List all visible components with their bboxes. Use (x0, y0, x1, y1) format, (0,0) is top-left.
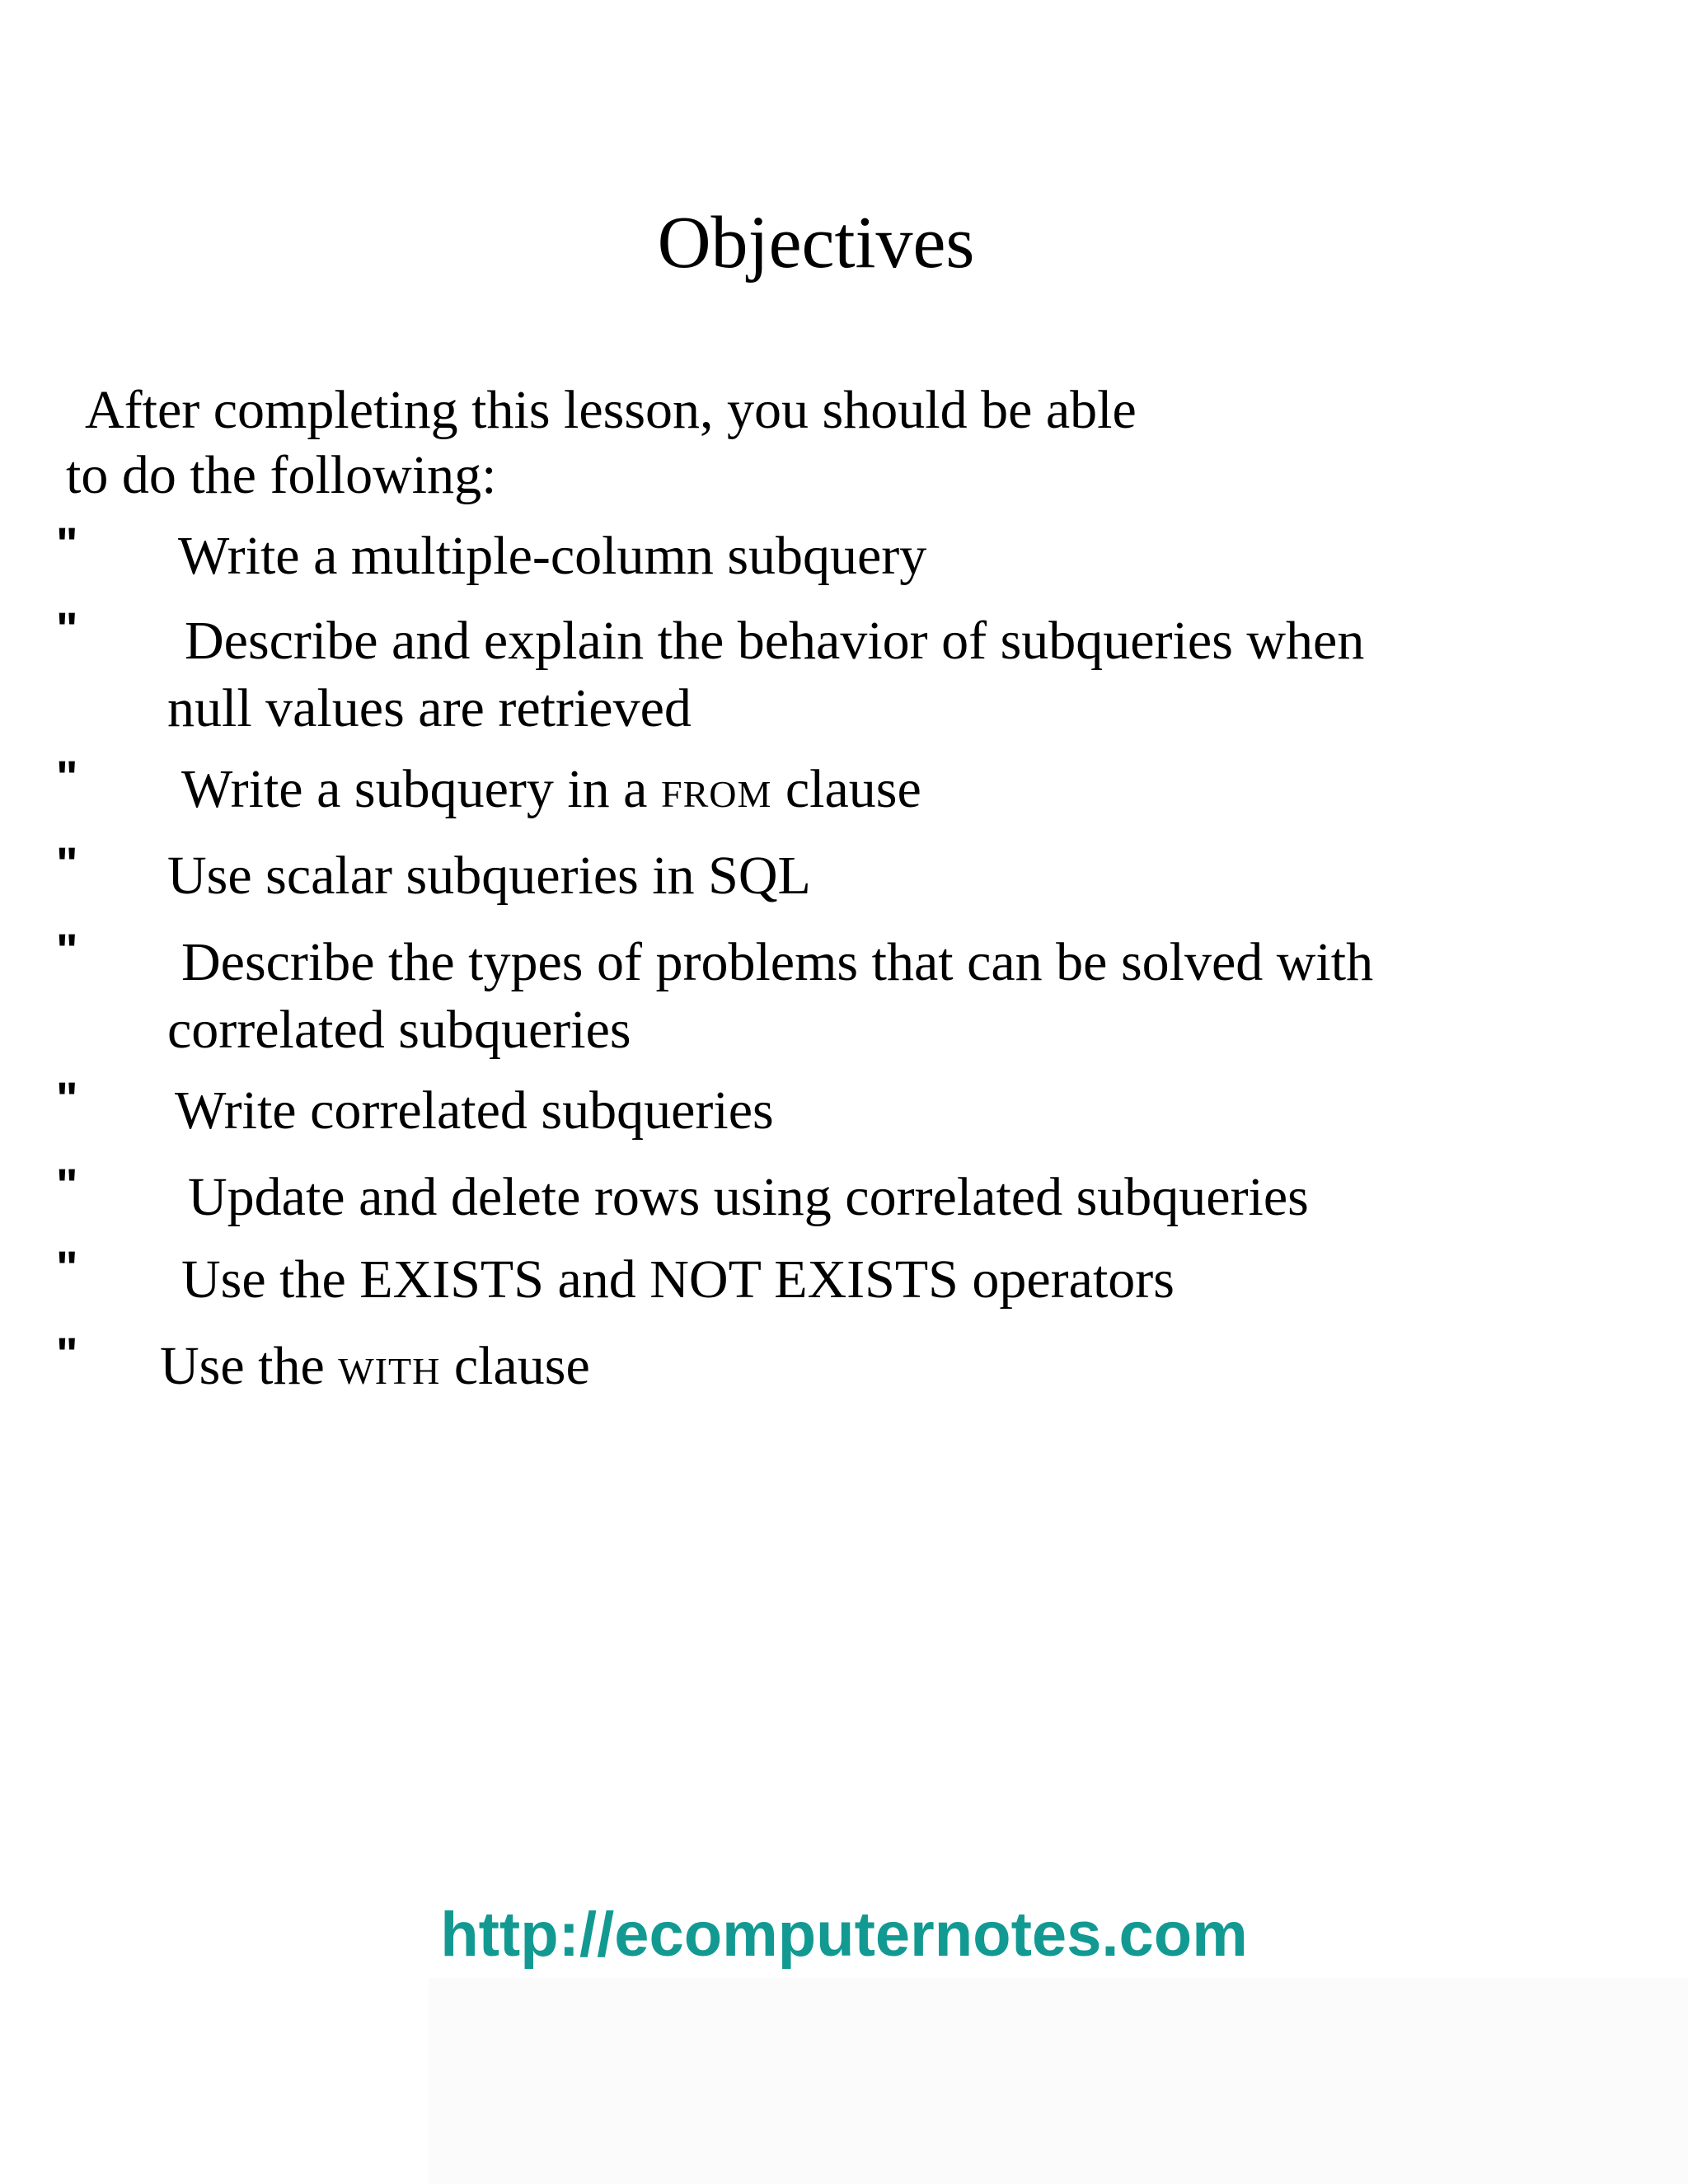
intro-line-1: After completing this lesson, you should be able (85, 380, 1137, 440)
objective-3-text-end: clause (771, 759, 921, 819)
page-title: Objectives (657, 202, 975, 284)
bullet-marker: " (56, 1328, 78, 1380)
objective-1: Write a multiple-column subquery (178, 526, 927, 586)
objective-9-text: Use the (160, 1336, 339, 1396)
bullet-marker: " (56, 518, 78, 569)
background-fade (429, 1978, 1688, 2184)
objective-9-text-end: clause (440, 1336, 590, 1396)
with-keyword: WITH (338, 1350, 441, 1392)
bullet-marker: " (56, 751, 78, 803)
objective-3-text: Write a subquery in a (181, 759, 661, 819)
bullet-marker: " (56, 1241, 78, 1293)
intro-line-2: to do the following: (66, 445, 497, 505)
objective-6: Write correlated subqueries (175, 1080, 774, 1141)
objective-5: Describe the types of problems that can be solved with (181, 932, 1374, 992)
objective-4: Use scalar subqueries in SQL (167, 846, 811, 906)
objective-2-continued: null values are retrieved (167, 678, 692, 738)
objective-8: Use the EXISTS and NOT EXISTS operators (181, 1249, 1175, 1310)
bullet-marker: " (56, 602, 78, 654)
from-keyword: FROM (660, 773, 772, 815)
bullet-marker: " (56, 924, 78, 976)
bullet-marker: " (56, 1159, 78, 1211)
objective-3 (181, 759, 921, 819)
bullet-marker: " (56, 837, 78, 889)
footer-url-link[interactable]: http://ecomputernotes.com (440, 1900, 1248, 1970)
objective-7: Update and delete rows using correlated subqueries (188, 1167, 1309, 1227)
objective-5-continued: correlated subqueries (167, 1000, 631, 1060)
bullet-marker: " (56, 1072, 78, 1124)
objective-2: Describe and explain the behavior of subqueries when (185, 611, 1365, 671)
objective-9 (160, 1336, 590, 1396)
